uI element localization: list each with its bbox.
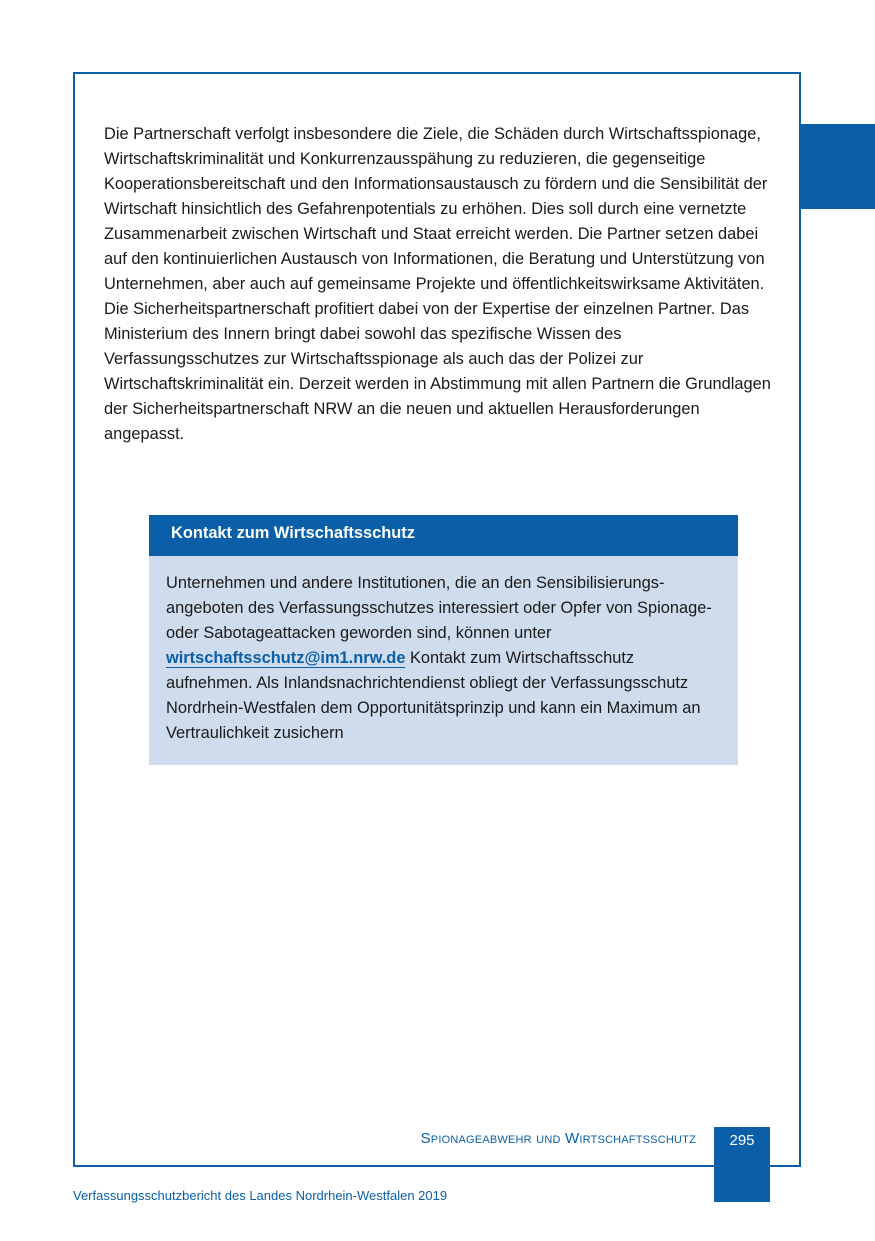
chapter-tab [799, 124, 875, 209]
email-link[interactable]: wirtschaftsschutz@im1.nrw.de [166, 649, 406, 667]
footer-text: Verfassungsschutzbericht des Landes Nordrhein-Westfalen 2019 [73, 1188, 448, 1203]
body-paragraph: Die Partnerschaft verfolgt insbesondere die Ziele, die Schäden durch Wirtschaftsspionage, Wirtschaftskriminalität und Konkurrenzausspähung zu reduzieren, die gegenseitige Kooperationsbereitschaft und den Informationsaustausch zu fördern und die Sensibilität der Wirtschaft hinsichtlich des Gefahrenpotentials zu erhöhen. Dies soll durch eine vernetzte Zusammenarbeit zwischen Wirtschaft und Staat erreicht werden. Die Partner setzen dabei auf den kontinuierlichen Austausch von Informationen, die Beratung und Unterstützung von Unternehmen, aber auch auf gemeinsame Projekte und öffentlichkeitswirksame Aktivitäten. Die Sicherheitspartnerschaft profitiert dabei von der Expertise der einzelnen Partner. Das Ministerium des Innern bringt dabei sowohl das spezifische Wissen des Verfassungsschutzes zur Wirtschaftsspionage als auch das der Polizei zur Wirtschaftskriminalität ein. Derzeit werden in Abstimmung mit allen Partnern die Grundlagen der Sicherheitspartnerschaft NRW an die neuen und aktuellen Herausforderungen angepasst. [104, 125, 771, 443]
contact-info-box [149, 515, 738, 765]
info-box-title: Kontakt zum Wirtschaftsschutz [149, 515, 738, 556]
page-number-tab [714, 1127, 770, 1202]
running-head: Spionageabwehr und Wirtschaftsschutz [420, 1130, 696, 1147]
info-box-text-after: Kontakt zum Wirtschaftsschutz aufnehmen. Als Inlandsnachrichtendienst obliegt der Verfassungsschutz Nordrhein-Westfalen dem Opportunitätsprinzip und kann ein Maximum an Vertraulichkeit zusichern [166, 649, 701, 742]
info-box-text-before: Unternehmen und andere Institutionen, die an den Sensibilisierungsangeboten des Verfassungsschutzes interessiert oder Opfer von Spionage- oder Sabotageattacken geworden sind, können unter [166, 574, 712, 642]
info-box-body [149, 556, 738, 746]
page-number: 295 [729, 1132, 755, 1149]
